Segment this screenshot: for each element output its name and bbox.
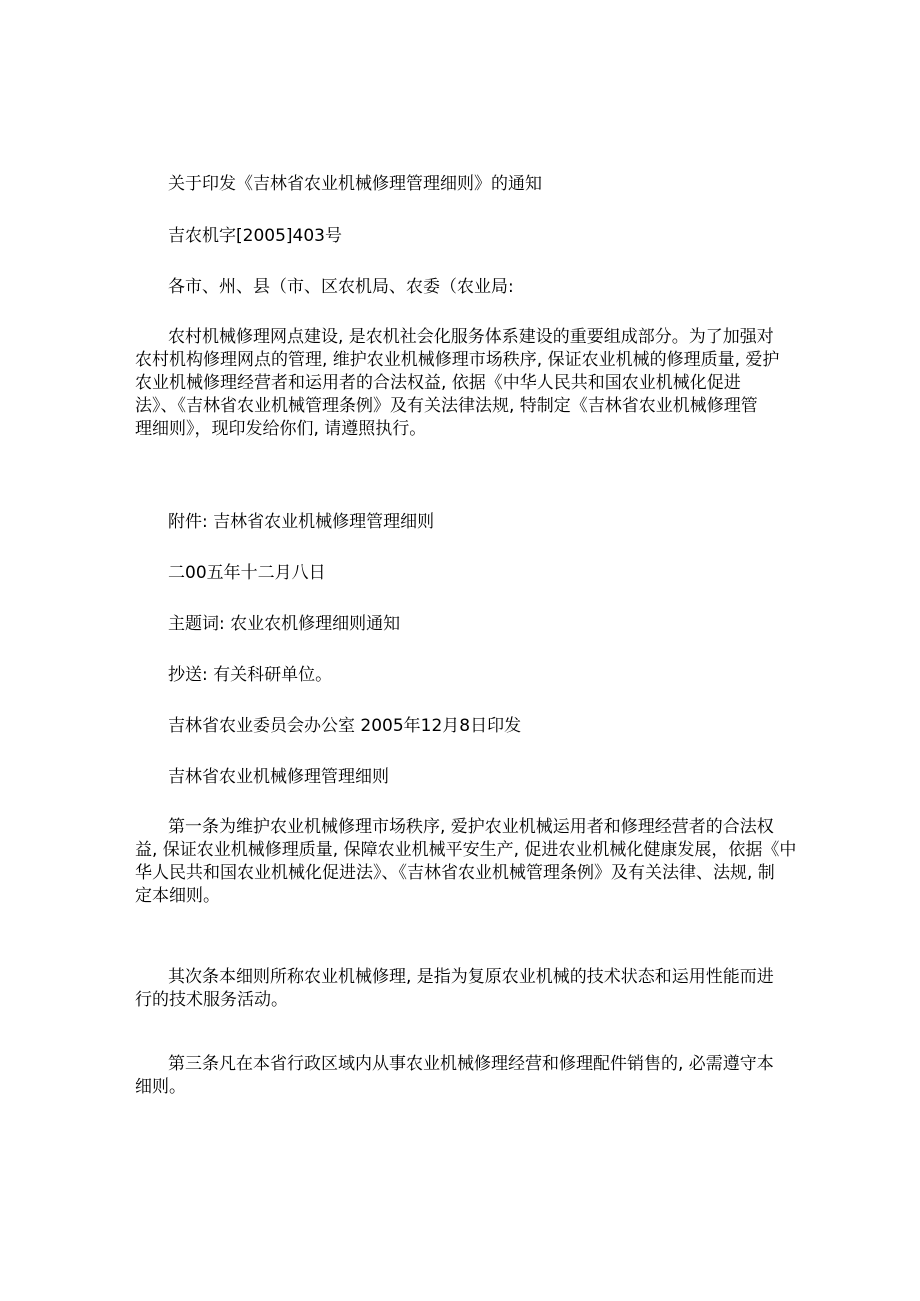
article-2 <box>135 966 790 1012</box>
cc-line: 抄送: 有关科研单位。 <box>168 665 333 685</box>
article-line: 定本细则。 <box>135 886 220 906</box>
intro-line: 理细则》，现印发给你们, 请遵照执行。 <box>135 419 427 439</box>
intro-paragraph <box>135 326 790 441</box>
article-line: 益, 保证农业机械修理质量, 保障农业机械平安生产, 促进农业机械化健康发展，依据《中 <box>135 840 797 860</box>
addressee: 各市、州、县（市、区农机局、农委（农业局: <box>168 277 514 297</box>
article-line: 细则。 <box>135 1077 186 1097</box>
intro-line: 农村机械修理网点建设, 是农机社会化服务体系建设的重要组成部分。为了加强对 <box>168 327 774 347</box>
article-line: 第一条为维护农业机械修理市场秩序, 爱护农业机械运用者和修理经营者的合法权 <box>168 817 774 837</box>
article-line: 其次条本细则所称农业机械修理, 是指为复原农业机械的技术状态和运用性能而进 <box>168 967 774 987</box>
attachment-line: 附件: 吉林省农业机械修理管理细则 <box>168 512 435 532</box>
issue-date: 二00五年十二月八日 <box>168 563 326 583</box>
article-line: 华人民共和国农业机械化促进法》、《吉林省农业机械管理条例》及有关法律、法规, 制 <box>135 863 775 883</box>
notice-title: 关于印发《吉林省农业机械修理管理细则》的通知 <box>168 174 542 194</box>
subject-words: 主题词: 农业农机修理细则通知 <box>168 614 401 634</box>
intro-line: 农业机械修理经营者和运用者的合法权益, 依据《中华人民共和国农业机械化促进 <box>135 373 741 393</box>
intro-line: 法》、《吉林省农业机械管理条例》及有关法律法规, 特制定《吉林省农业机械修理管 <box>135 396 758 416</box>
rules-title: 吉林省农业机械修理管理细则 <box>168 767 389 787</box>
article-line: 第三条凡在本省行政区域内从事农业机械修理经营和修理配件销售的, 必需遵守本 <box>168 1054 774 1074</box>
issued-by: 吉林省农业委员会办公室 2005年12月8日印发 <box>168 716 522 736</box>
doc-number: 吉农机字[2005]403号 <box>168 226 342 246</box>
article-line: 行的技术服务活动。 <box>135 990 288 1010</box>
intro-line: 农村机构修理网点的管理, 维护农业机械修理市场秩序, 保证农业机械的修理质量, 爱护 <box>135 350 780 370</box>
article-1 <box>135 816 797 908</box>
article-3 <box>135 1053 790 1099</box>
